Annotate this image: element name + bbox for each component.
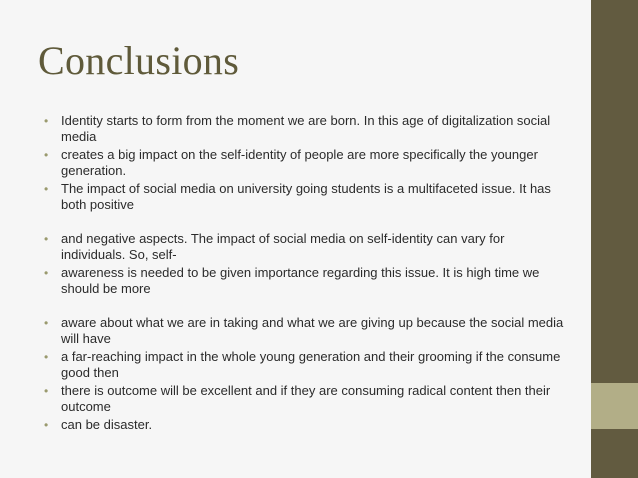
bullet-item xyxy=(44,417,564,433)
bullet-text: a far-reaching impact in the whole young generation and their grooming if the consume good then xyxy=(61,349,561,380)
bullet-marker-icon: • xyxy=(44,316,49,330)
bullet-marker-icon: • xyxy=(44,266,49,280)
bullet-item xyxy=(44,147,564,179)
bullet-text: awareness is needed to be given importance regarding this issue. It is high time we should be more xyxy=(61,265,540,296)
bullet-marker-icon: • xyxy=(44,182,49,196)
bullet-text: creates a big impact on the self-identity of people are more specifically the younger generation. xyxy=(61,147,538,178)
bullet-list xyxy=(44,113,564,435)
bullet-item xyxy=(44,265,564,297)
bullet-item xyxy=(44,231,564,263)
bullet-text: can be disaster. xyxy=(61,417,153,432)
bullet-item xyxy=(44,383,564,415)
bullet-marker-icon: • xyxy=(44,418,49,432)
bullet-marker-icon: • xyxy=(44,350,49,364)
slide-title: Conclusions xyxy=(38,38,240,83)
bullet-item xyxy=(44,181,564,213)
bullet-item xyxy=(44,315,564,347)
bullet-text: The impact of social media on university going students is a multifaceted issue. It has both positive xyxy=(61,181,551,212)
bullet-marker-icon: • xyxy=(44,114,49,128)
decorative-sidebar-accent xyxy=(591,383,638,429)
bullet-marker-icon: • xyxy=(44,232,49,246)
bullet-text: and negative aspects. The impact of social media on self-identity can vary for individuals. So, self- xyxy=(61,231,505,262)
bullet-text: aware about what we are in taking and what we are giving up because the social media will have xyxy=(61,315,564,346)
bullet-marker-icon: • xyxy=(44,384,49,398)
bullet-text: there is outcome will be excellent and if they are consuming radical content then their outcome xyxy=(61,383,551,414)
bullet-item xyxy=(44,349,564,381)
bullet-item xyxy=(44,113,564,145)
bullet-marker-icon: • xyxy=(44,148,49,162)
bullet-text: Identity starts to form from the moment we are born. In this age of digitalization social media xyxy=(61,113,551,144)
